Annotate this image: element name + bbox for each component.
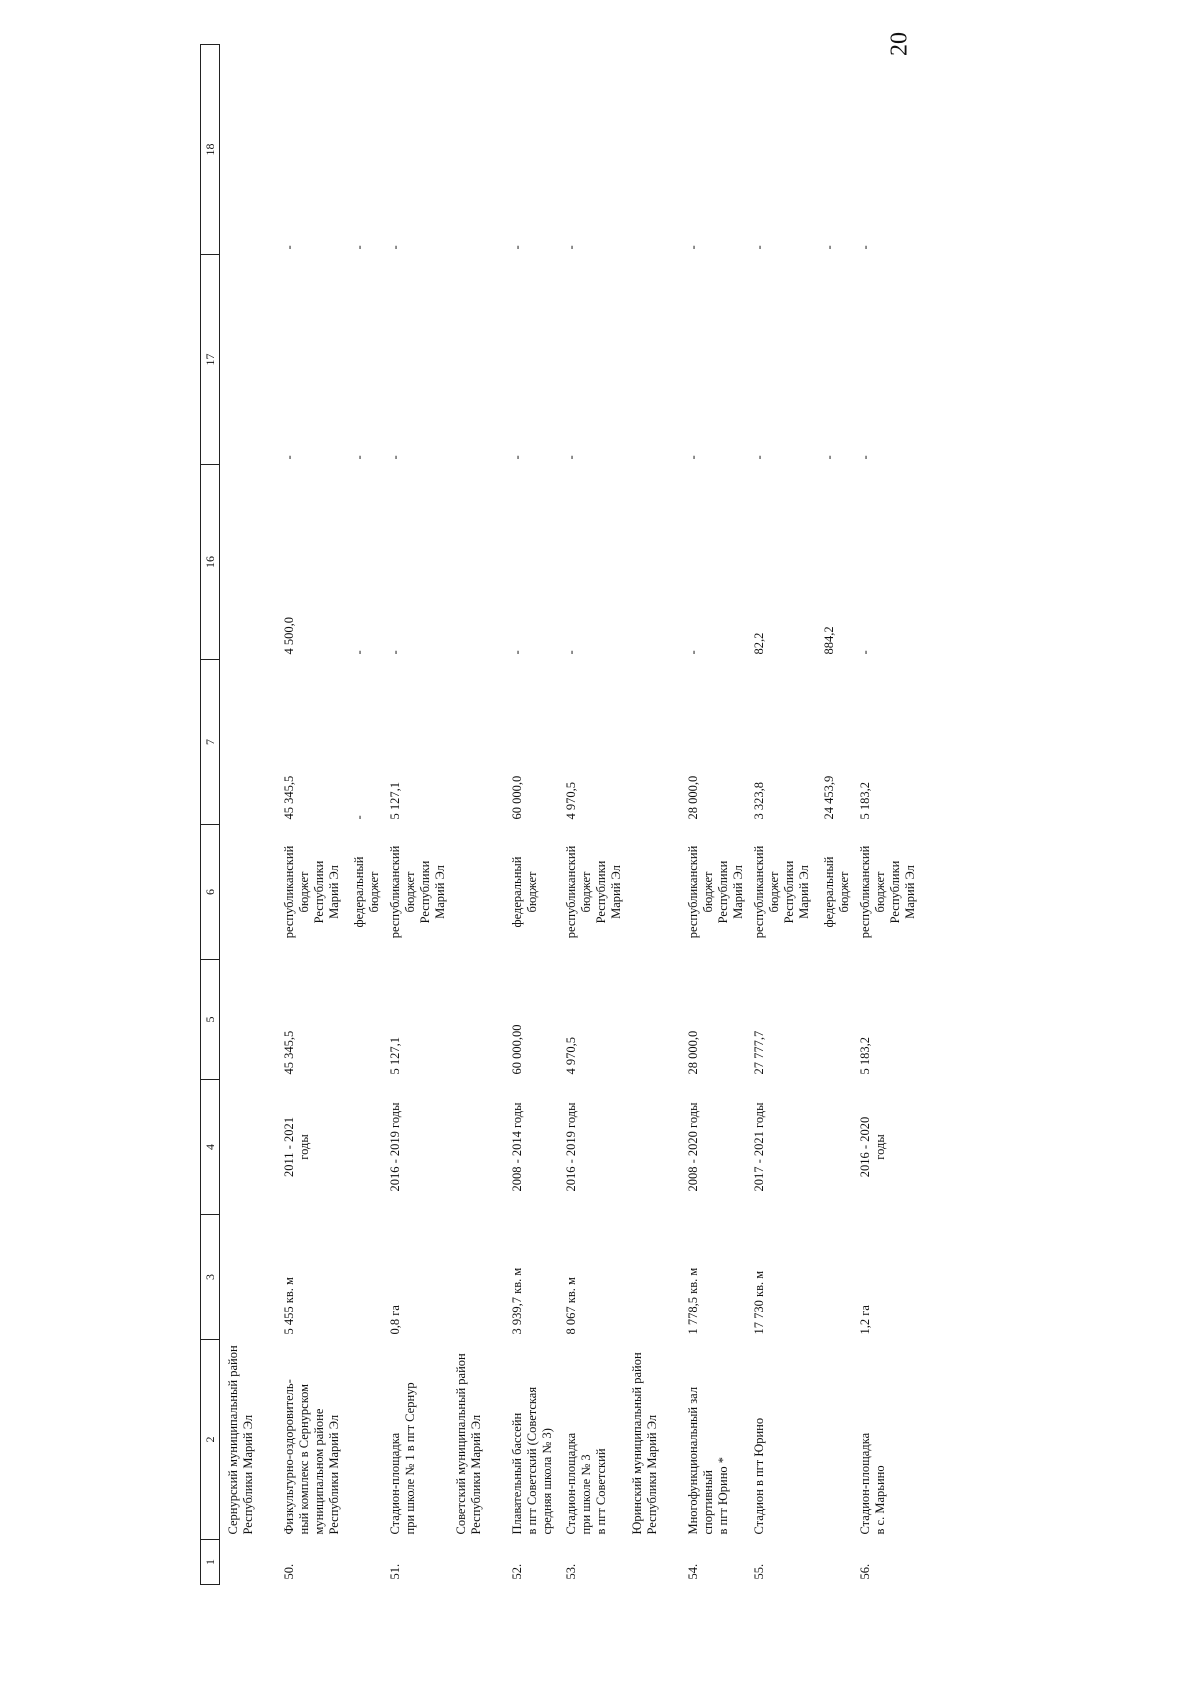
- row-number: 53.: [564, 1563, 578, 1580]
- col-18-value: [276, 45, 382, 255]
- object-name-line: муниципальном районе: [312, 1408, 326, 1535]
- column-number-3: 3: [201, 1215, 220, 1340]
- funding-source-line: республиканский: [564, 845, 578, 939]
- c7-value-item: 24 453,9: [822, 775, 836, 820]
- row-number: 51.: [388, 1563, 402, 1580]
- row-number: 54.: [686, 1563, 700, 1580]
- group-spacer: [220, 1540, 277, 1585]
- empty-cell: [448, 960, 504, 1080]
- rotated-table-container: [200, 45, 990, 1585]
- capacity: 17 730 кв. м: [752, 1270, 766, 1335]
- empty-cell: [624, 465, 680, 660]
- col-16-value: [504, 465, 558, 660]
- c16-value-item: 82,2: [752, 632, 766, 655]
- funding-source-line: бюджет: [403, 871, 417, 913]
- c7-value-item: 4 970,5: [564, 782, 578, 820]
- period-line: 2008 - 2020 годы: [686, 1102, 700, 1192]
- col-18-value: [504, 45, 558, 255]
- col-7-value: [504, 660, 558, 825]
- c16-value-item: -: [858, 650, 872, 655]
- group-spacer: [448, 1540, 504, 1585]
- estimated-cost: 45 345,5: [282, 1030, 296, 1075]
- c7-value-item: 5 127,1: [388, 782, 402, 820]
- funding-source-line: Марий Эл: [327, 865, 341, 919]
- c18-value-item: -: [352, 245, 366, 250]
- funding-source-line: Республики: [888, 860, 902, 924]
- funding-source-line: Республики: [782, 860, 796, 924]
- col-7-value: [680, 660, 746, 825]
- table-row: [558, 45, 624, 1585]
- table-row: [382, 45, 448, 1585]
- funding-source-line: республиканский: [858, 845, 872, 939]
- c18-value-item: -: [822, 245, 836, 250]
- period: [276, 1080, 382, 1215]
- c18-value-item: -: [388, 245, 402, 250]
- empty-cell: [624, 660, 680, 825]
- col-18-value: [382, 45, 448, 255]
- capacity: 0,8 га: [388, 1305, 402, 1335]
- c17-value-item: -: [858, 455, 872, 460]
- funding-source-line: бюджет: [525, 871, 539, 913]
- c7-value-item: 3 323,8: [752, 782, 766, 820]
- c16-value-item: -: [564, 650, 578, 655]
- funding-source-block: [752, 830, 822, 955]
- c7-value-item: 45 345,5: [282, 775, 296, 820]
- object-name-line: Стадион-площадка: [564, 1432, 578, 1535]
- estimated-cost: 4 970,5: [564, 1037, 578, 1075]
- col-16-value: [746, 465, 852, 660]
- funding-source-line: федеральный: [822, 856, 836, 928]
- funding-source-block: [282, 830, 352, 955]
- estimated-cost: 5 127,1: [388, 1037, 402, 1075]
- funding-source-line: федеральный: [352, 856, 366, 928]
- funding-source-line: республиканский: [388, 845, 402, 939]
- col-7-value: [382, 660, 448, 825]
- object-name-line: средняя школа № 3): [540, 1428, 554, 1535]
- col-7-value: [746, 660, 852, 825]
- col-16-value: [852, 465, 918, 660]
- period: [680, 1080, 746, 1215]
- funding-source-line: республиканский: [282, 845, 296, 939]
- empty-cell: [220, 1215, 277, 1340]
- object-name-line: при школе № 3: [579, 1454, 593, 1535]
- object-name-line: Республики Марий Эл: [327, 1414, 341, 1535]
- c16-value-item: 4 500,0: [282, 617, 296, 655]
- c7-value-item: 60 000,0: [510, 775, 524, 820]
- col-16-value: [276, 465, 382, 660]
- c16-value-item: 884,2: [822, 626, 836, 655]
- funding-source-line: республиканский: [752, 845, 766, 939]
- funding-source: [680, 825, 746, 960]
- empty-cell: [220, 465, 277, 660]
- object-name: [680, 1340, 746, 1540]
- c17-value-item: -: [752, 455, 766, 460]
- c16-value-item: -: [352, 650, 366, 655]
- object-name-line: ный комплекс в Сернурском: [297, 1383, 311, 1535]
- c17-value-item: -: [388, 455, 402, 460]
- col-17-value: [680, 255, 746, 465]
- c17-value-item: -: [510, 455, 524, 460]
- empty-cell: [448, 1080, 504, 1215]
- column-number-7: 7: [201, 660, 220, 825]
- c7-value-item: 28 000,0: [686, 775, 700, 820]
- table-row: [746, 45, 852, 1585]
- column-number-row: [201, 45, 220, 1585]
- row-number: 52.: [510, 1563, 524, 1580]
- column-number-17: 17: [201, 255, 220, 465]
- table-row: [504, 45, 558, 1585]
- column-number-1: 1: [201, 1540, 220, 1585]
- funding-source-block: [388, 830, 448, 955]
- object-name-line: Стадион-площадка: [388, 1432, 402, 1535]
- estimated-cost: 28 000,0: [686, 1030, 700, 1075]
- estimated-cost: 5 183,2: [858, 1037, 872, 1075]
- col-18-value: [852, 45, 918, 255]
- funding-source: [276, 825, 382, 960]
- col-7-value: [276, 660, 382, 825]
- funding-source-line: бюджет: [701, 871, 715, 913]
- spacer: [342, 830, 352, 955]
- row-number: 56.: [858, 1563, 872, 1580]
- object-name: [558, 1340, 624, 1540]
- col-18-value: [558, 45, 624, 255]
- capacity: 8 067 кв. м: [564, 1277, 578, 1335]
- funding-source-line: бюджет: [767, 871, 781, 913]
- empty-cell: [448, 255, 504, 465]
- group-spacer: [624, 1540, 680, 1585]
- col-16-value: [382, 465, 448, 660]
- c17-value-item: -: [822, 455, 836, 460]
- row-number: 50.: [282, 1563, 296, 1580]
- empty-cell: [624, 1080, 680, 1215]
- funding-source: [852, 825, 918, 960]
- estimated-cost: 60 000,00: [510, 1024, 524, 1075]
- funding-source: [382, 825, 448, 960]
- group-row: [624, 45, 680, 1585]
- c7-value-item: 5 183,2: [858, 782, 872, 820]
- funding-source-line: Марий Эл: [903, 865, 917, 919]
- group-row: [448, 45, 504, 1585]
- c18-value-item: -: [510, 245, 524, 250]
- col-16-value: [558, 465, 624, 660]
- col-18-value: [680, 45, 746, 255]
- funding-source-line: Марий Эл: [609, 865, 623, 919]
- funding-source-line: Марий Эл: [433, 865, 447, 919]
- table-row: [276, 45, 382, 1585]
- object-name: [746, 1340, 852, 1540]
- col-17-value: [276, 255, 382, 465]
- funding-source-line: Республики: [312, 860, 326, 924]
- funding-source-block: [352, 830, 382, 955]
- period: [382, 1080, 448, 1215]
- c18-value-item: -: [858, 245, 872, 250]
- estimated-cost: 27 777,7: [752, 1030, 766, 1075]
- column-number-6: 6: [201, 825, 220, 960]
- period-line: 2016 - 2020: [858, 1116, 872, 1178]
- empty-cell: [220, 825, 277, 960]
- column-number-16: 16: [201, 465, 220, 660]
- group-title: Юринский муниципальный район Республики Марий Эл: [630, 1352, 659, 1535]
- column-number-4: 4: [201, 1080, 220, 1215]
- empty-cell: [448, 465, 504, 660]
- empty-cell: [624, 45, 680, 255]
- empty-cell: [448, 1215, 504, 1340]
- empty-cell: [624, 960, 680, 1080]
- funding-source-line: Республики: [418, 860, 432, 924]
- object-name-line: Физкультурно-оздоровитель-: [282, 1379, 296, 1535]
- period-line: годы: [873, 1134, 887, 1160]
- object-name-line: при школе № 1 в пгт Сернур: [403, 1382, 417, 1535]
- page-number: 20: [886, 32, 913, 56]
- funding-source-line: Марий Эл: [797, 865, 811, 919]
- empty-cell: [220, 255, 277, 465]
- object-name: [852, 1340, 918, 1540]
- funding-source-block: [510, 830, 540, 955]
- c17-value-item: -: [352, 455, 366, 460]
- funding-source-block: [686, 830, 746, 955]
- period-line: 2016 - 2019 годы: [388, 1102, 402, 1192]
- funding-source-line: бюджет: [873, 871, 887, 913]
- group-title: Сернурский муниципальный район Республики Марий Эл: [226, 1345, 255, 1535]
- period-line: 2011 - 2021: [282, 1117, 296, 1177]
- c17-value-item: -: [282, 455, 296, 460]
- col-17-value: [852, 255, 918, 465]
- objects-table: [200, 44, 918, 1585]
- c16-value-item: -: [510, 650, 524, 655]
- object-name-line: в пгт Советский: [594, 1448, 608, 1535]
- object-name-line: Стадион в пгт Юрино: [752, 1417, 766, 1535]
- object-name-line: Плавательный бассейн: [510, 1412, 524, 1535]
- table-body: [220, 45, 919, 1585]
- col-7-value: [852, 660, 918, 825]
- table-row: [680, 45, 746, 1585]
- group-row: [220, 45, 277, 1585]
- c7-value-item: -: [352, 815, 366, 820]
- empty-cell: [624, 255, 680, 465]
- c16-value-item: -: [686, 650, 700, 655]
- funding-source-line: бюджет: [367, 871, 381, 913]
- funding-source: [746, 825, 852, 960]
- col-17-value: [504, 255, 558, 465]
- funding-source-line: республиканский: [686, 845, 700, 939]
- col-18-value: [746, 45, 852, 255]
- empty-cell: [220, 45, 277, 255]
- column-number-5: 5: [201, 960, 220, 1080]
- period: [504, 1080, 558, 1215]
- funding-source-line: федеральный: [510, 856, 524, 928]
- empty-cell: [220, 660, 277, 825]
- c16-value-item: -: [388, 650, 402, 655]
- c18-value-item: -: [752, 245, 766, 250]
- capacity: 1,2 га: [858, 1305, 872, 1335]
- period: [852, 1080, 918, 1215]
- empty-cell: [624, 1215, 680, 1340]
- funding-source-block: [858, 830, 918, 955]
- period-line: годы: [297, 1134, 311, 1160]
- row-number: 55.: [752, 1563, 766, 1580]
- period-line: 2008 - 2014 годы: [510, 1102, 524, 1192]
- empty-cell: [448, 825, 504, 960]
- period-line: 2017 - 2021 годы: [752, 1102, 766, 1192]
- empty-cell: [624, 825, 680, 960]
- object-name-line: в пгт Юрино *: [716, 1456, 730, 1535]
- object-name: [504, 1340, 558, 1540]
- funding-source-line: Марий Эл: [731, 865, 745, 919]
- spacer: [812, 830, 822, 955]
- capacity: 3 939,7 кв. м: [510, 1267, 524, 1335]
- funding-source-line: бюджет: [837, 871, 851, 913]
- period-line: 2016 - 2019 годы: [564, 1102, 578, 1192]
- c18-value-item: -: [564, 245, 578, 250]
- capacity: 5 455 кв. м: [282, 1277, 296, 1335]
- table-row: [852, 45, 918, 1585]
- object-name-line: в с. Марьино: [873, 1465, 887, 1535]
- funding-source-block: [564, 830, 624, 955]
- funding-source-line: бюджет: [579, 871, 593, 913]
- funding-source-line: Республики: [716, 860, 730, 924]
- c17-value-item: -: [564, 455, 578, 460]
- col-7-value: [558, 660, 624, 825]
- object-name-line: Стадион-площадка: [858, 1432, 872, 1535]
- c17-value-item: -: [686, 455, 700, 460]
- c18-value-item: -: [686, 245, 700, 250]
- period: [558, 1080, 624, 1215]
- funding-source-line: Республики: [594, 860, 608, 924]
- group-title: Советский муниципальный район Республики Марий Эл: [454, 1353, 483, 1535]
- capacity: 1 778,5 кв. м: [686, 1267, 700, 1335]
- funding-source: [504, 825, 558, 960]
- col-17-value: [558, 255, 624, 465]
- column-number-2: 2: [201, 1340, 220, 1540]
- empty-cell: [448, 660, 504, 825]
- empty-cell: [220, 960, 277, 1080]
- funding-source-block: [822, 830, 852, 955]
- period: [746, 1080, 852, 1215]
- column-number-18: 18: [201, 45, 220, 255]
- object-name-line: в пгт Советский (Советская: [525, 1386, 539, 1535]
- object-name-line: Многофункциональный зал: [686, 1386, 700, 1535]
- funding-source-line: бюджет: [297, 871, 311, 913]
- empty-cell: [448, 45, 504, 255]
- col-16-value: [680, 465, 746, 660]
- funding-source: [558, 825, 624, 960]
- object-name-line: спортивный: [701, 1470, 715, 1535]
- object-name: [276, 1340, 382, 1540]
- object-name: [382, 1340, 448, 1540]
- col-17-value: [382, 255, 448, 465]
- empty-cell: [220, 1080, 277, 1215]
- col-17-value: [746, 255, 852, 465]
- c18-value-item: -: [282, 245, 296, 250]
